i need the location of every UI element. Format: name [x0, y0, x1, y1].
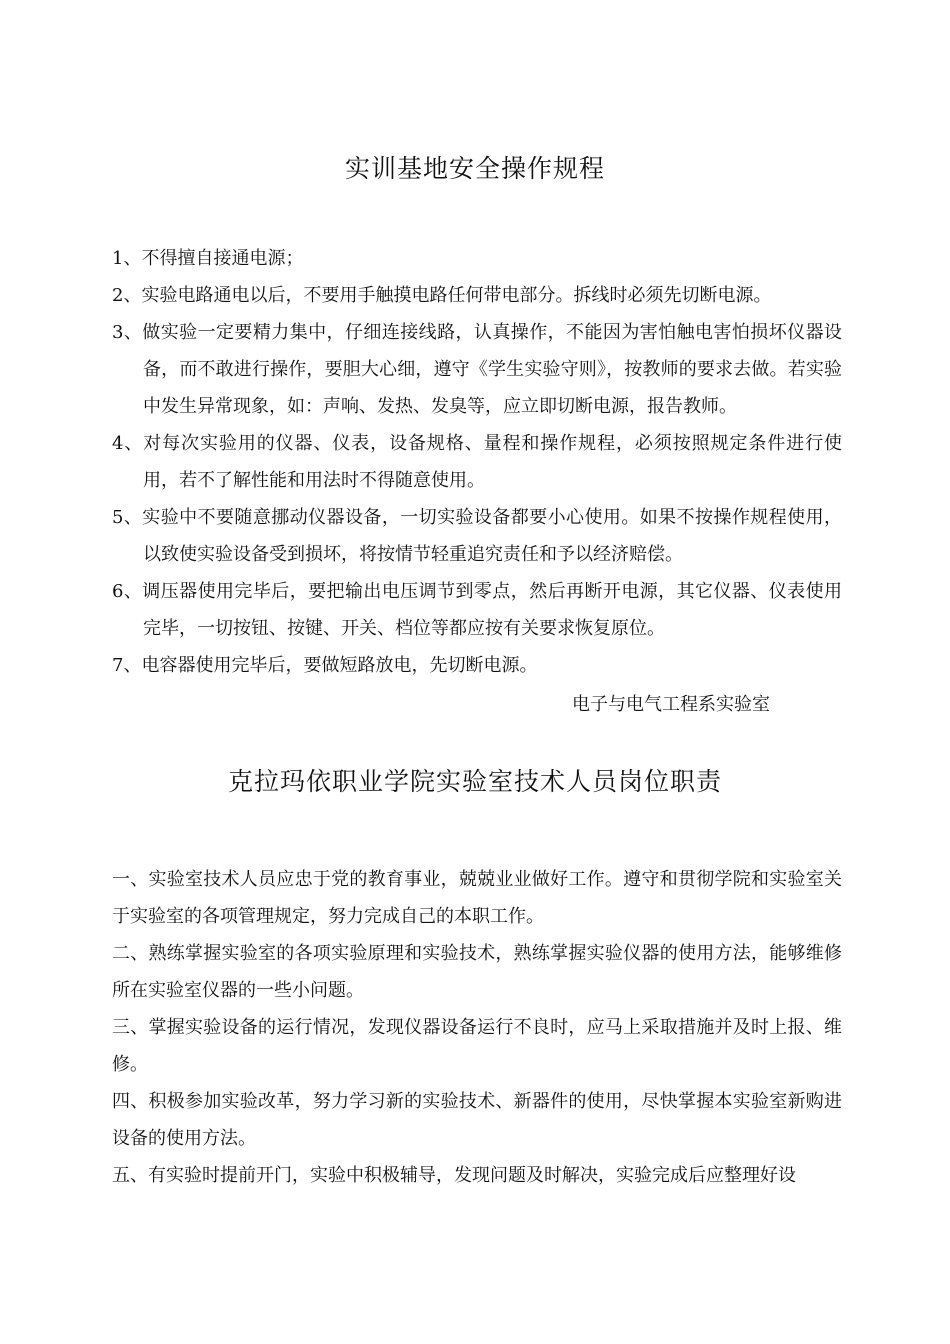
safety-rule-item: 1、不得擅自接通电源；: [112, 248, 304, 269]
department-signature: 电子与电气工程系实验室: [572, 694, 770, 715]
duty-item: 五、有实验时提前开门，实验中积极辅导，发现问题及时解决，实验完成后应整理好设: [112, 1165, 796, 1186]
duty-item: 二、熟练掌握实验室的各项实验原理和实验技术，熟练掌握实验仪器的使用方法，能够维修所在实验室仪器的一些小问题。: [112, 943, 842, 1001]
safety-rule-item: 2、实验电路通电以后，不要用手触摸电路任何带电部分。拆线时必须先切断电源。: [112, 285, 772, 306]
duties-list: [112, 861, 842, 1194]
duty-item: 三、掌握实验设备的运行情况，发现仪器设备运行不良时，应马上采取措施并及时上报、维修。: [112, 1017, 842, 1075]
safety-rule-item: 7、电容器使用完毕后，要做短路放电，先切断电源。: [112, 655, 538, 676]
safety-rule-item: 4、对每次实验用的仪器、仪表，设备规格、量程和操作规程，必须按照规定条件进行使用，若不了解性能和用法时不得随意使用。: [112, 433, 842, 491]
safety-rules-title: 实训基地安全操作规程: [344, 154, 605, 183]
safety-rule-item: 3、做实验一定要精力集中，仔细连接线路，认真操作，不能因为害怕触电害怕损坏仪器设备，而不敢进行操作，要胆大心细，遵守《学生实验守则》，按教师的要求去做。若实验中发生异常现象，如：声响、发热、发臭等，应立即切断电源，报告教师。: [112, 322, 842, 417]
safety-rule-item: 5、实验中不要随意挪动仪器设备，一切实验设备都要小心使用。如果不按操作规程使用，以致使实验设备受到损坏，将按情节轻重追究责任和予以经济赔偿。: [112, 507, 842, 565]
duty-item: 一、实验室技术人员应忠于党的教育事业，兢兢业业做好工作。遵守和贯彻学院和实验室关于实验室的各项管理规定，努力完成自己的本职工作。: [112, 869, 842, 927]
safety-rule-item: 6、调压器使用完毕后，要把输出电压调节到零点，然后再断开电源，其它仪器、仪表使用完毕，一切按钮、按键、开关、档位等都应按有关要求恢复原位。: [112, 581, 842, 639]
safety-rules-list: [112, 240, 842, 684]
duty-item: 四、积极参加实验改革，努力学习新的实验技术、新器件的使用，尽快掌握本实验室新购进设备的使用方法。: [112, 1091, 842, 1149]
duties-title: 克拉玛依职业学院实验室技术人员岗位职责: [227, 767, 722, 796]
